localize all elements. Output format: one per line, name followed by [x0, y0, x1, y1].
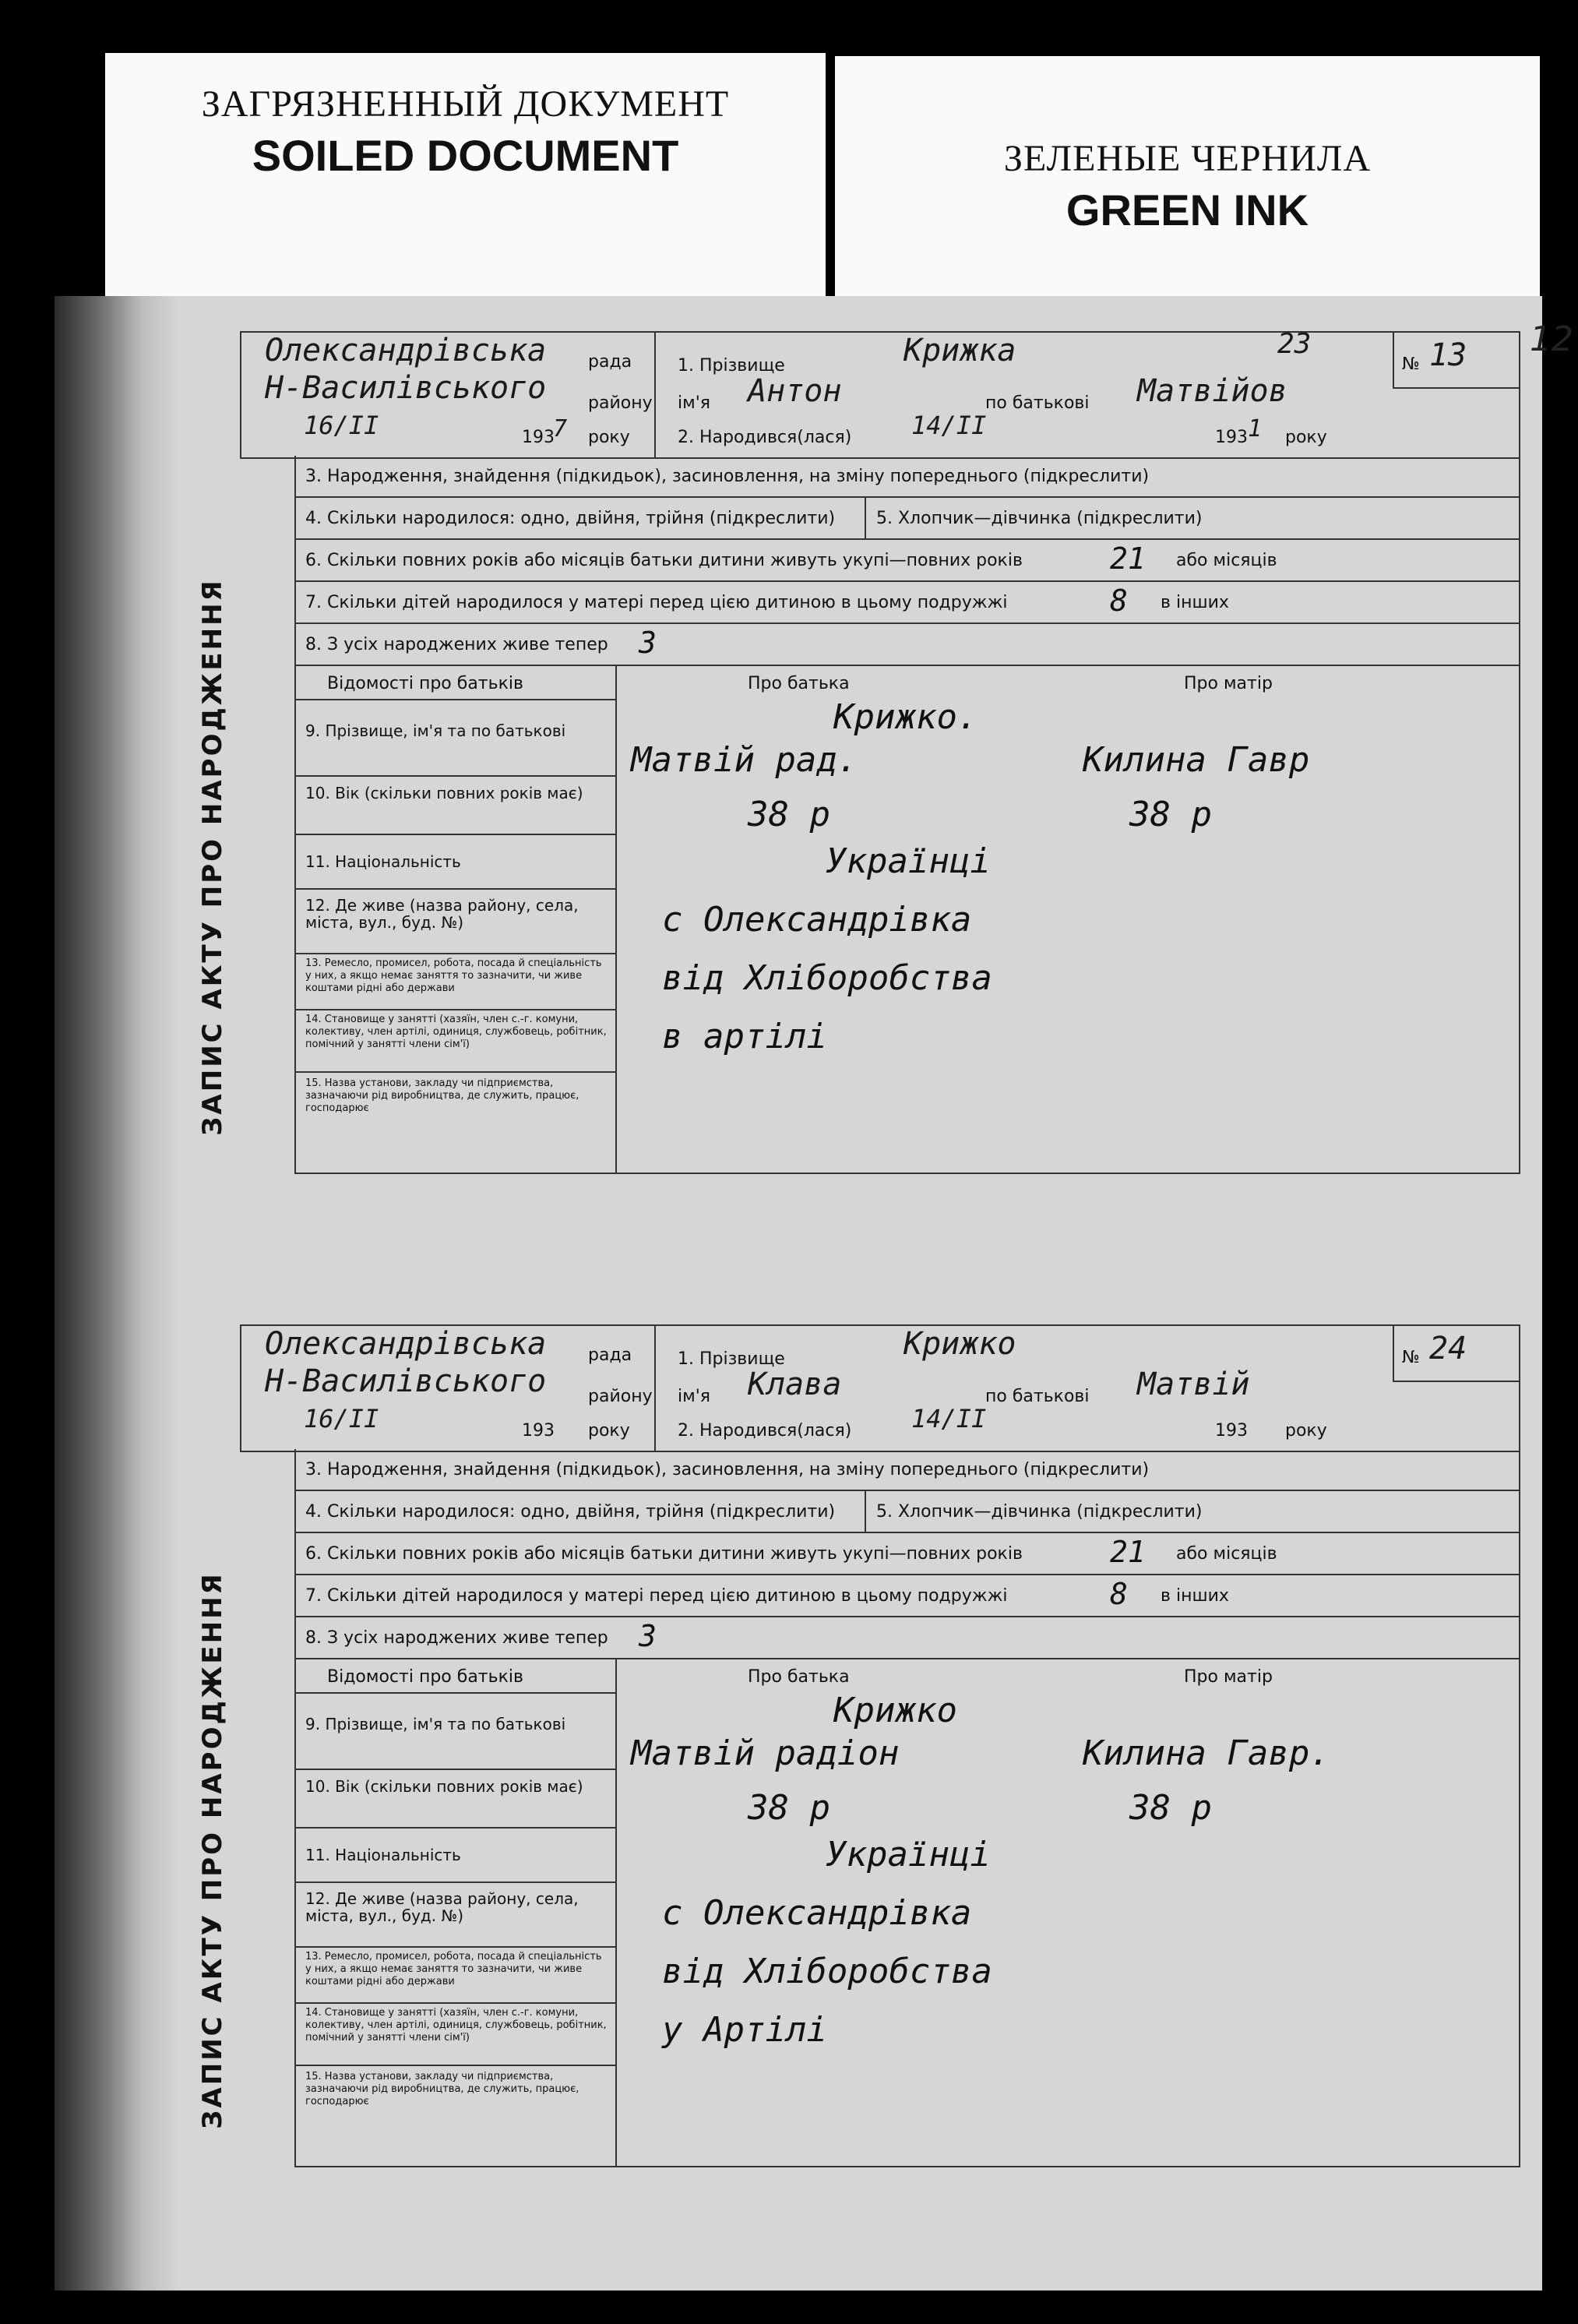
g15-label: 15. Назва установи, закладу чи підприємства, зазначаючи рід виробництва, де служить, працює, господарює: [305, 1077, 579, 1114]
record-header: [240, 1324, 1520, 1452]
row-8-label: 8. З усіх народжених живе тепер: [305, 1628, 608, 1648]
vertical-title: [178, 487, 248, 1227]
green-ink-tag-en: GREEN INK: [1066, 185, 1309, 235]
father-column-divider: [615, 666, 617, 1173]
grid-line: [296, 1009, 615, 1010]
mother-header: Про матір: [1184, 674, 1273, 693]
patronymic-value: Матвій: [1137, 1367, 1250, 1402]
parents-table: [296, 1659, 1519, 2167]
book-binding: [55, 296, 179, 2290]
g13-label: 13. Ремесло, промисел, робота, посада й спеціальність у них, а якщо немає заняття то зазначити, чи живе коштами рідні або держави: [305, 1951, 602, 1987]
row-4-5: [296, 1491, 1519, 1533]
born-value: 14/II: [911, 411, 987, 440]
record-number-box: [1277, 328, 1519, 389]
green-ink-tag: [835, 56, 1540, 309]
g11-label: 11. Національність: [305, 852, 461, 871]
position: в артілі: [662, 1017, 827, 1056]
position: у Артілі: [662, 2010, 827, 2050]
mother-header: Про матір: [1184, 1667, 1273, 1687]
g9-label: 9. Прізвище, ім'я та по батькові: [305, 721, 566, 740]
row-3-label: 3. Народження, знайдення (підкидьок), засиновлення, на зміну попереднього (підкреслити): [305, 467, 1150, 486]
row-8: [296, 624, 1519, 666]
number-label: №: [1402, 354, 1420, 374]
father-header: Про батька: [748, 1667, 850, 1687]
date-value: 16/II: [304, 411, 379, 440]
name-label: ім'я: [678, 1387, 710, 1406]
row-3: [296, 1449, 1519, 1491]
g15-label: 15. Назва установи, закладу чи підприємства, зазначаючи рід виробництва, де служить, працює, господарює: [305, 2071, 579, 2107]
vertical-title: [178, 1480, 248, 2220]
row-4-5: [296, 498, 1519, 540]
father-name: Матвій радіон: [631, 1733, 900, 1773]
grid-line: [296, 1769, 615, 1770]
nationality: Українці: [826, 841, 991, 881]
father-name: Матвій рад.: [631, 740, 858, 780]
soiled-document-tag: [105, 53, 826, 302]
soiled-tag-ru: ЗАГРЯЗНЕННЫЙ ДОКУМЕНТ: [201, 83, 730, 125]
g13-label: 13. Ремесло, промисел, робота, посада й спеціальність у них, а якщо немає заняття то зазначити, чи живе коштами рідні або держави: [305, 957, 602, 994]
grid-line: [296, 2002, 615, 2004]
birth-record-2: [178, 1324, 1517, 2220]
row-4-divider: [865, 1491, 866, 1532]
surname-label: 1. Прізвище: [678, 356, 785, 376]
mother-name: Килина Гавр.: [1083, 1733, 1330, 1773]
council-block: [241, 333, 656, 457]
rada-value: Олександрівська: [265, 1326, 547, 1362]
record-number: 24: [1429, 1331, 1467, 1367]
year-prefix: 193: [522, 428, 555, 447]
patronymic-label: по батькові: [985, 1387, 1090, 1406]
row-7-label: 7. Скільки дітей народилося у матері перед цією дитиною в цьому подружжі: [305, 1586, 1008, 1606]
page-number: 12: [1530, 319, 1573, 359]
row-4-label: 4. Скільки народилося: одно, двійня, трійня (підкреслити): [305, 509, 836, 528]
name-label: ім'я: [678, 393, 710, 413]
mother-name: Килина Гавр: [1083, 740, 1310, 780]
name-value: Клава: [748, 1367, 842, 1402]
row-6: [296, 1533, 1519, 1575]
row-4-label: 4. Скільки народилося: одно, двійня, трійня (підкреслити): [305, 1502, 836, 1522]
record-rows: [294, 456, 1520, 1174]
rada-value: Олександрівська: [265, 333, 547, 369]
row-6-label: 6. Скільки повних років або місяців батьки дитини живуть укупі—повних років: [305, 551, 1023, 570]
row-7: [296, 1575, 1519, 1617]
mother-age: 38 р: [1129, 1788, 1212, 1828]
row-7-other-label: в інших: [1161, 593, 1229, 612]
born-value: 14/II: [911, 1404, 987, 1434]
years-together: 21: [1110, 541, 1146, 576]
record-rows: [294, 1449, 1520, 2167]
g12-label: 12. Де живе (назва району, села, міста, вул., буд. №): [305, 1889, 579, 1925]
born-year-prefix: 193: [1215, 428, 1248, 447]
row-8-label: 8. З усіх народжених живе тепер: [305, 635, 608, 654]
g14-label: 14. Становище у занятті (хазяїн, член с.-г. комуни, колективу, член артілі, одиниця, службовець, робітник, помічний у занятті члени сім'ї): [305, 1014, 607, 1050]
patronymic-value: Матвійов: [1137, 373, 1287, 409]
grid-line: [296, 834, 615, 835]
row-5-label: 5. Хлопчик—дівчинка (підкреслити): [876, 1502, 1203, 1522]
born-label: 2. Народився(лася): [678, 428, 852, 447]
born-roku-label: року: [1285, 1421, 1327, 1441]
record-header: [240, 328, 1520, 459]
surname-value: Крижка: [903, 333, 1016, 369]
child-block: [654, 1326, 1519, 1451]
g9-label: 9. Прізвище, ім'я та по батькові: [305, 1715, 566, 1733]
rada-label: рада: [588, 352, 632, 372]
grid-line: [296, 888, 615, 890]
born-year-prefix: 193: [1215, 1421, 1248, 1441]
surname-label: 1. Прізвище: [678, 1349, 785, 1369]
row-5-label: 5. Хлопчик—дівчинка (підкреслити): [876, 509, 1203, 528]
grid-line: [296, 1827, 615, 1829]
g10-label: 10. Вік (скільки повних років має): [305, 784, 583, 802]
rayon-value: Н-Василівського: [265, 370, 547, 406]
children-before: 8: [1110, 584, 1128, 618]
row-6: [296, 540, 1519, 582]
children-before: 8: [1110, 1577, 1128, 1611]
birth-record-1: [178, 328, 1517, 1227]
grid-line: [296, 1946, 615, 1948]
occupation: від Хліборобства: [662, 1952, 992, 1991]
g12-label: 12. Де живе (назва району, села, міста, вул., буд. №): [305, 896, 579, 932]
row-6-months-label: або місяців: [1176, 1544, 1277, 1564]
row-7: [296, 582, 1519, 624]
g11-label: 11. Національність: [305, 1846, 461, 1864]
row-7-label: 7. Скільки дітей народилося у матері перед цією дитиною в цьому подружжі: [305, 593, 1008, 612]
soiled-tag-en: SOILED DOCUMENT: [252, 131, 679, 180]
record-number-alt: 23: [1277, 328, 1312, 360]
register-page: [55, 296, 1573, 2290]
alive-count: 3: [639, 626, 657, 660]
grid-line: [296, 2065, 615, 2066]
grid-line: [296, 699, 615, 700]
father-surname: Крижко.: [833, 697, 978, 737]
record-number-box: [1393, 1326, 1519, 1382]
parents-header: Відомості про батьків: [327, 674, 523, 693]
green-ink-tag-ru: ЗЕЛЕНЫЕ ЧЕРНИЛА: [1003, 138, 1372, 179]
year-prefix: 193: [522, 1421, 555, 1441]
row-8: [296, 1617, 1519, 1659]
occupation: від Хліборобства: [662, 958, 992, 998]
g14-label: 14. Становище у занятті (хазяїн, член с.-г. комуни, колективу, член артілі, одиниця, службовець, робітник, помічний у занятті члени сім'ї): [305, 2007, 607, 2044]
born-label: 2. Народився(лася): [678, 1421, 852, 1441]
row-7-other-label: в інших: [1161, 1586, 1229, 1606]
born-roku-label: року: [1285, 428, 1327, 447]
roku-label: року: [588, 1421, 630, 1441]
record-number: 13: [1429, 337, 1467, 373]
parents-header: Відомості про батьків: [327, 1667, 523, 1687]
patronymic-label: по батькові: [985, 393, 1090, 413]
rayon-label: району: [588, 1387, 653, 1406]
mother-age: 38 р: [1129, 795, 1212, 834]
parents-table: [296, 666, 1519, 1174]
row-3-label: 3. Народження, знайдення (підкидьок), засиновлення, на зміну попереднього (підкреслити): [305, 1460, 1150, 1479]
grid-line: [296, 775, 615, 777]
row-3: [296, 456, 1519, 498]
father-surname: Крижко: [833, 1691, 957, 1730]
alive-count: 3: [639, 1619, 657, 1653]
years-together: 21: [1110, 1535, 1146, 1569]
grid-line: [296, 1881, 615, 1883]
vertical-title-text: ЗАПИС АКТУ ПРО НАРОДЖЕННЯ: [197, 1571, 228, 2129]
date-value: 16/II: [304, 1404, 379, 1434]
grid-line: [296, 1071, 615, 1073]
father-column-divider: [615, 1659, 617, 2166]
father-age: 38 р: [748, 1788, 830, 1828]
row-6-label: 6. Скільки повних років або місяців батьки дитини живуть укупі—повних років: [305, 1544, 1023, 1564]
father-header: Про батька: [748, 674, 850, 693]
grid-line: [296, 1692, 615, 1694]
rayon-value: Н-Василівського: [265, 1363, 547, 1399]
vertical-title-text: ЗАПИС АКТУ ПРО НАРОДЖЕННЯ: [197, 578, 228, 1136]
born-year-suffix: 1: [1248, 415, 1263, 443]
grid-line: [296, 953, 615, 954]
name-value: Антон: [748, 373, 842, 409]
residence: с Олександрівка: [662, 1893, 972, 1933]
surname-value: Крижко: [903, 1326, 1016, 1362]
residence: с Олександрівка: [662, 900, 972, 940]
rayon-label: району: [588, 393, 653, 413]
year-suffix: 7: [553, 415, 568, 443]
number-label: №: [1402, 1348, 1420, 1367]
row-6-months-label: або місяців: [1176, 551, 1277, 570]
council-block: [241, 1326, 656, 1451]
rada-label: рада: [588, 1345, 632, 1365]
row-4-divider: [865, 498, 866, 538]
child-block: [654, 328, 1519, 457]
father-age: 38 р: [748, 795, 830, 834]
g10-label: 10. Вік (скільки повних років має): [305, 1777, 583, 1796]
roku-label: року: [588, 428, 630, 447]
nationality: Українці: [826, 1835, 991, 1874]
